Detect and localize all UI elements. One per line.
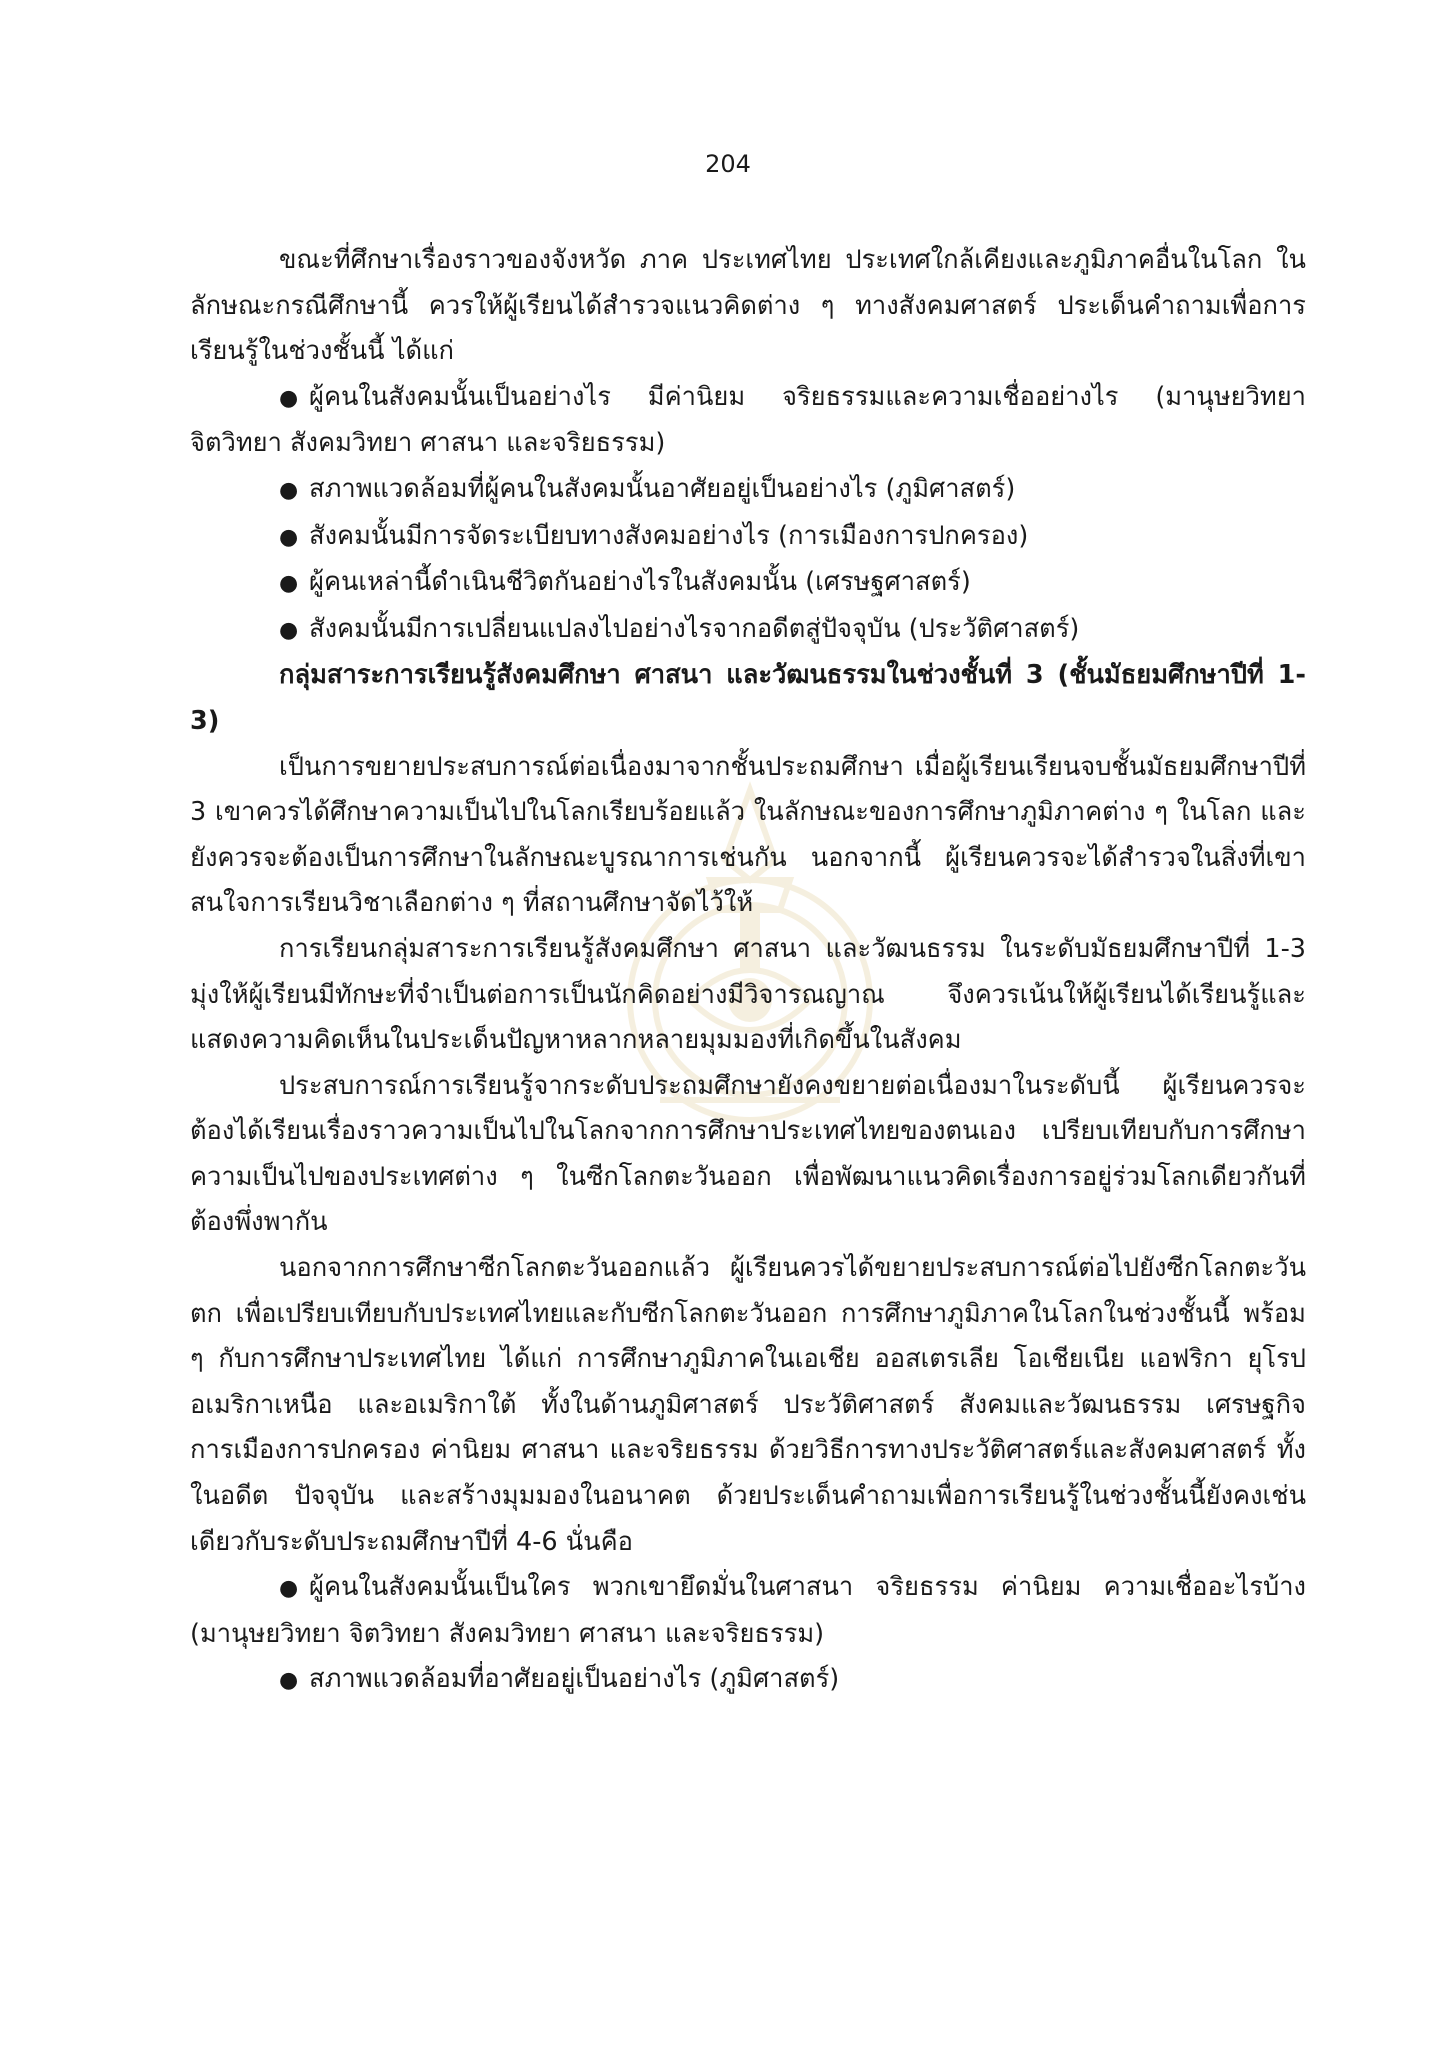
bullet-text: ผู้คนในสังคมนั้นเป็นอย่างไร มีค่านิยม จริยธรรมและความเชื่ออย่างไร (มานุษยวิทยา จิตวิทยา สังคมวิทยา ศาสนา และจริยธรรม) [190,381,1306,459]
bullet-item [190,607,1306,654]
bullet-icon: ● [279,617,299,643]
bullet-item [190,375,1306,467]
bullet-text: สภาพแวดล้อมที่ผู้คนในสังคมนั้นอาศัยอยู่เป็นอย่างไร (ภูมิศาสตร์) [309,473,1016,504]
bullet-item [190,1657,1306,1704]
bullet-icon: ● [279,385,299,411]
paragraph: การเรียนกลุ่มสาระการเรียนรู้สังคมศึกษา ศาสนา และวัฒนธรรม ในระดับมัธยมศึกษาปีที่ 1-3 มุ่งให้ผู้เรียนมีทักษะที่จำเป็นต่อการเป็นนักคิดอย่างมีวิจารณญาณ จึงควรเน้นให้ผู้เรียนได้เรียนรู้และแสดงความคิดเห็นในประเด็นปัญหาหลากหลายมุมมองที่เกิดขึ้นในสังคม [190,933,1306,1056]
bullet-text: สังคมนั้นมีการจัดระเบียบทางสังคมอย่างไร (การเมืองการปกครอง) [309,520,1029,551]
bullet-icon: ● [279,524,299,550]
bullet-icon: ● [279,477,299,503]
bullet-item [190,467,1306,514]
paragraph: ขณะที่ศึกษาเรื่องราวของจังหวัด ภาค ประเทศไทย ประเทศใกล้เคียงและภูมิภาคอื่นในโลก ในลักษณะกรณีศึกษานี้ ควรให้ผู้เรียนได้สำรวจแนวคิดต่าง ๆ ทางสังคมศาสตร์ ประเด็นคำถามเพื่อการเรียนรู้ในช่วงชั้นนี้ ได้แก่ [190,245,1306,367]
paragraph: เป็นการขยายประสบการณ์ต่อเนื่องมาจากชั้นประถมศึกษา เมื่อผู้เรียนเรียนจบชั้นมัธยมศึกษาปีที่ 3 เขาควรได้ศึกษาความเป็นไปในโลกเรียบร้อยแล้ว ในลักษณะของการศึกษาภูมิภาคต่าง ๆ ในโลก และยังควรจะต้องเป็นการศึกษาในลักษณะบูรณาการเช่นกัน นอกจากนี้ ผู้เรียนควรจะได้สำรวจในสิ่งที่เขาสนใจการเรียนวิชาเลือกต่าง ๆ ที่สถานศึกษาจัดไว้ให้ [190,751,1306,919]
bullet-text: สังคมนั้นมีการเปลี่ยนแปลงไปอย่างไรจากอดีตสู่ปัจจุบัน (ประวัติศาสตร์) [309,613,1080,644]
page-number: 204 [705,150,751,178]
bullet-item [190,560,1306,607]
bullet-item [190,514,1306,561]
bullet-text: ผู้คนในสังคมนั้นเป็นใคร พวกเขายึดมั่นในศาสนา จริยธรรม ค่านิยม ความเชื่ออะไรบ้าง (มานุษยวิทยา จิตวิทยา สังคมวิทยา ศาสนา และจริยธรรม) [190,1572,1306,1649]
bullet-icon: ● [279,571,299,597]
bullet-text: สภาพแวดล้อมที่อาศัยอยู่เป็นอย่างไร (ภูมิศาสตร์) [309,1664,840,1695]
bullet-icon: ● [279,1668,299,1694]
paragraph: ประสบการณ์การเรียนรู้จากระดับประถมศึกษายังคงขยายต่อเนื่องมาในระดับนี้ ผู้เรียนควรจะต้องได้เรียนเรื่องราวความเป็นไปในโลกจากการศึกษาประเทศไทยของตนเอง เปรียบเทียบกับการศึกษาความเป็นไปของประเทศต่าง ๆ ในซีกโลกตะวันออก เพื่อพัฒนาแนวคิดเรื่องการอยู่ร่วมโลกเดียวกันที่ต้องพึ่งพากัน [190,1070,1306,1238]
document-body [190,238,1306,1704]
bullet-item [190,1565,1306,1657]
bullet-text: ผู้คนเหล่านี้ดำเนินชีวิตกันอย่างไรในสังคมนั้น (เศรษฐศาสตร์) [309,567,971,598]
paragraph: นอกจากการศึกษาซีกโลกตะวันออกแล้ว ผู้เรียนควรได้ขยายประสบการณ์ต่อไปยังซีกโลกตะวันตก เพื่อเปรียบเทียบกับประเทศไทยและกับซีกโลกตะวันออก การศึกษาภูมิภาคในโลกในช่วงชั้นนี้ พร้อม ๆ กับการศึกษาประเทศไทย ได้แก่ การศึกษาภูมิภาคในเอเชีย ออสเตรเลีย โอเชียเนีย แอฟริกา ยุโรป อเมริกาเหนือ และอเมริกาใต้ ทั้งในด้านภูมิศาสตร์ ประวัติศาสตร์ สังคมและวัฒนธรรม เศรษฐกิจ การเมืองการปกครอง ค่านิยม ศาสนา และจริยธรรม ด้วยวิธีการทางประวัติศาสตร์และสังคมศาสตร์ ทั้งในอดีต ปัจจุบัน และสร้างมุมมองในอนาคต ด้วยประเด็นคำถามเพื่อการเรียนรู้ในช่วงชั้นนี้ยังคงเช่นเดียวกับระดับประถมศึกษาปีที่ 4-6 นั่นคือ [190,1253,1306,1557]
section-heading: กลุ่มสาระการเรียนรู้สังคมศึกษา ศาสนา และวัฒนธรรมในช่วงชั้นที่ 3 (ชั้นมัธยมศึกษาปีที่ 1-3) [190,660,1306,736]
bullet-icon: ● [279,1576,299,1602]
